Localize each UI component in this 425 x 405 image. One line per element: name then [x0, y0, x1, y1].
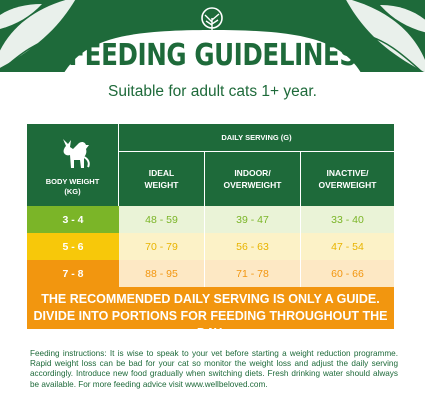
serving-value: 71 - 78: [236, 267, 269, 280]
serving-value: 56 - 63: [236, 240, 269, 253]
weight-cell-7-8: [27, 260, 119, 287]
column-header-label: IDEAL WEIGHT: [144, 168, 179, 190]
column-header-inactive: [301, 152, 394, 206]
serving-cell: [301, 206, 394, 233]
column-header-ideal: [119, 152, 205, 206]
serving-cell: [205, 260, 301, 287]
feeding-table: [27, 124, 394, 287]
body-weight-header: [27, 124, 119, 206]
column-header-label: INDOOR/ OVERWEIGHT: [223, 168, 282, 190]
serving-cell: [301, 233, 394, 260]
column-header-label: INACTIVE/ OVERWEIGHT: [318, 168, 377, 190]
serving-value: 88 - 95: [145, 267, 178, 280]
serving-cell: [119, 233, 205, 260]
serving-value: 70 - 79: [145, 240, 178, 253]
serving-cell: [205, 233, 301, 260]
weight-label: 3 - 4: [62, 213, 84, 226]
serving-value: 60 - 66: [331, 267, 364, 280]
serving-cell: [205, 206, 301, 233]
feeding-instructions: Feeding instructions: It is wise to speak to your vet before starting a weight reduction programme. Rapid weight loss can be bad for your cat so monitor the weight loss and adjust the daily serving accordingly. Introduce new food gradually when switching diets. Fresh drinking water should always be available. For more feeding advice visit www.wellbeloved.com.: [30, 349, 398, 389]
weight-label: 5 - 6: [62, 240, 84, 253]
daily-serving-header: [119, 124, 394, 152]
banner-line-1: THE RECOMMENDED DAILY SERVING IS ONLY A GUIDE.: [41, 292, 380, 306]
recommendation-banner: [27, 287, 394, 340]
serving-value: 48 - 59: [145, 213, 178, 226]
serving-value: 39 - 47: [236, 213, 269, 226]
serving-cell: [301, 260, 394, 287]
banner-line-2: DIVIDE INTO PORTIONS FOR FEEDING THROUGHOUT THE DAY.: [33, 309, 388, 340]
serving-cell: [119, 206, 205, 233]
cat-silhouette-icon: [53, 133, 93, 173]
weight-label: 7 - 8: [62, 267, 84, 280]
body-weight-label: BODY WEIGHT (KG): [45, 177, 100, 196]
serving-cell: [119, 260, 205, 287]
page-subtitle: Suitable for adult cats 1+ year.: [108, 83, 317, 100]
weight-cell-3-4: [27, 206, 119, 233]
serving-value: 33 - 40: [331, 213, 364, 226]
weight-cell-5-6: [27, 233, 119, 260]
serving-value: 47 - 54: [331, 240, 364, 253]
column-header-indoor: [205, 152, 301, 206]
daily-serving-label: DAILY SERVING (G): [221, 132, 292, 142]
page-title: FEEDING GUIDELINES: [68, 38, 357, 73]
